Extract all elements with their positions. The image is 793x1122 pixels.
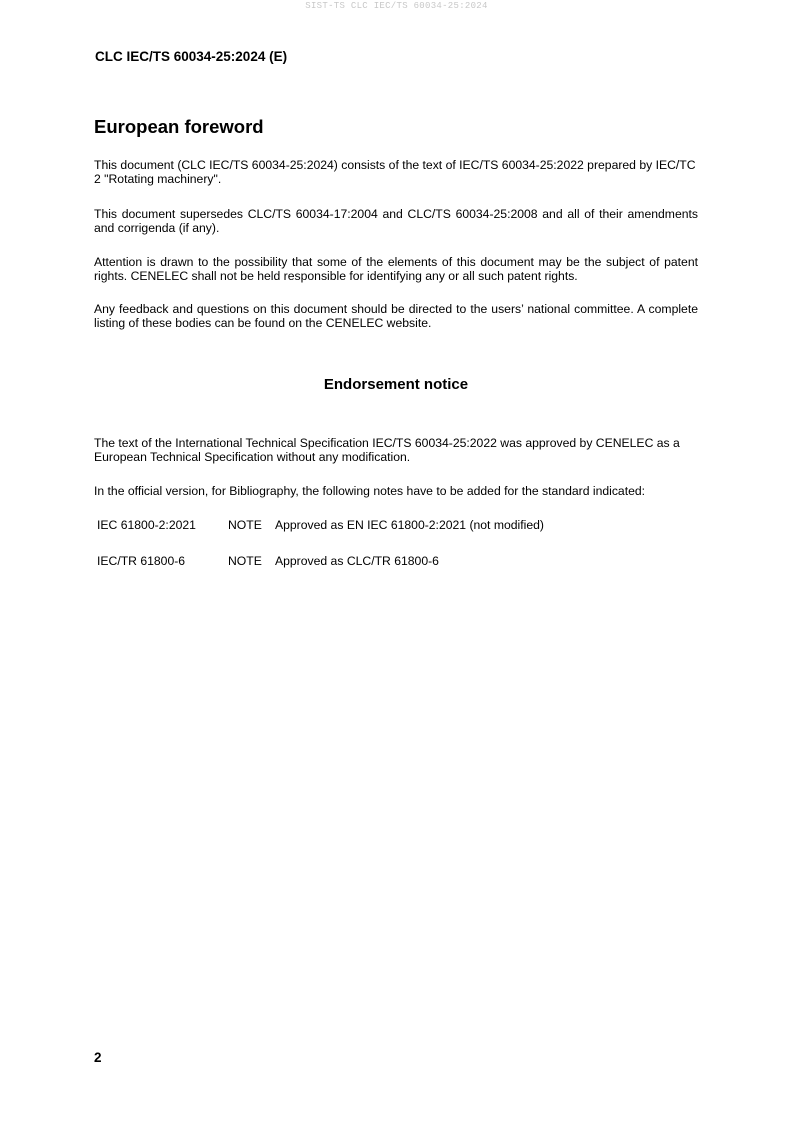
note-label: NOTE [228, 554, 262, 568]
note-label: NOTE [228, 518, 262, 532]
foreword-paragraph: This document supersedes CLC/TS 60034-17:2004 and CLC/TS 60034-25:2008 and all of their amendments and corrigenda (if any). [94, 207, 698, 236]
note-reference: IEC/TR 61800-6 [97, 554, 186, 568]
note-text: Approved as CLC/TR 61800-6 [275, 554, 439, 568]
page-number: 2 [94, 1050, 102, 1065]
watermark-text: SIST-TS CLC IEC/TS 60034-25:2024 [305, 1, 488, 11]
foreword-paragraph: Attention is drawn to the possibility that some of the elements of this document may be the subject of patent rights. CENELEC shall not be held responsible for identifying any or all such patent rights. [94, 255, 698, 284]
foreword-paragraph: Any feedback and questions on this document should be directed to the users’ national committee. A complete listing of these bodies can be found on the CENELEC website. [94, 302, 698, 331]
endorsement-paragraph: The text of the International Technical Specification IEC/TS 60034-25:2022 was approved by CENELEC as a European Technical Specification without any modification. [94, 436, 680, 465]
note-reference: IEC 61800-2:2021 [97, 518, 196, 532]
document-identifier: CLC IEC/TS 60034-25:2024 (E) [95, 49, 288, 64]
bibliography-note-row [97, 554, 439, 568]
endorsement-heading: Endorsement notice [323, 376, 469, 393]
note-text: Approved as EN IEC 61800-2:2021 (not modified) [275, 518, 544, 532]
foreword-paragraph: This document (CLC IEC/TS 60034-25:2024) consists of the text of IEC/TS 60034-25:2022 prepared by IEC/TC 2 "Rotating machinery". [94, 158, 696, 187]
bibliography-note-row [97, 518, 544, 532]
foreword-heading: European foreword [94, 116, 264, 137]
endorsement-paragraph: In the official version, for Bibliography, the following notes have to be added for the standard indicated: [94, 484, 646, 498]
